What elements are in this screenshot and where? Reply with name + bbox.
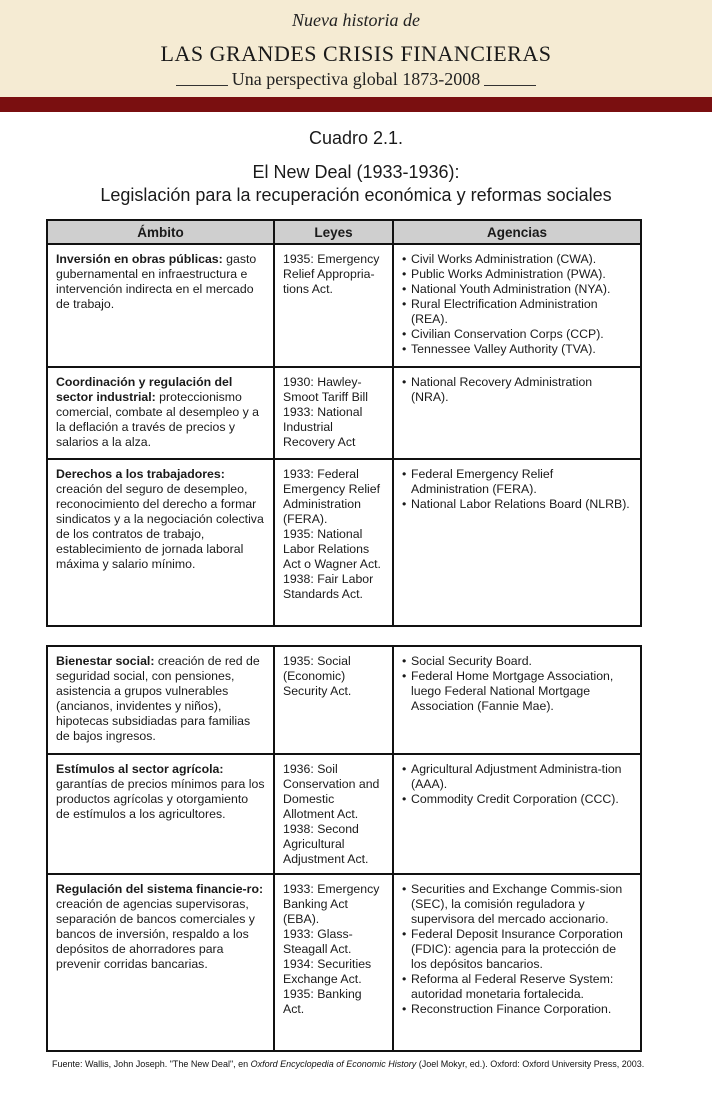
area-cell bbox=[47, 459, 274, 626]
agency-item: • Rural Electrification Administration (REA). bbox=[402, 297, 632, 327]
area-cell bbox=[47, 754, 274, 874]
area-heading: Coordinación y regulación del sector industrial: bbox=[56, 375, 233, 404]
agency-item: • Reforma al Federal Reserve System: autoridad monetaria fortalecida. bbox=[402, 972, 632, 1002]
agency-list bbox=[402, 762, 632, 807]
agencies-cell bbox=[393, 367, 641, 459]
agencies-cell bbox=[393, 874, 641, 1051]
area-cell bbox=[47, 874, 274, 1051]
source-footnote bbox=[52, 1058, 652, 1071]
agency-item: • Commodity Credit Corporation (CCC). bbox=[402, 792, 632, 807]
new-deal-table-top bbox=[46, 219, 642, 627]
area-description: garantías de precios mínimos para los productos agrícolas y otorgamiento de estímulos a los agricultores. bbox=[56, 777, 265, 821]
agency-list bbox=[402, 654, 632, 714]
series-title: Nueva historia de bbox=[292, 10, 420, 30]
source-suffix: (Joel Mokyr, ed.). Oxford: Oxford University Press, 2003. bbox=[416, 1059, 645, 1069]
area-heading: Regulación del sistema financie-ro: bbox=[56, 882, 264, 896]
table-row bbox=[47, 874, 641, 1051]
law-item: 1935: National Labor Relations Act o Wagner Act. bbox=[283, 527, 381, 571]
laws-cell bbox=[274, 754, 393, 874]
table-row bbox=[47, 459, 641, 626]
agency-item: • Social Security Board. bbox=[402, 654, 632, 669]
column-header-ambito: Ámbito bbox=[47, 220, 274, 244]
table-title-line1: El New Deal (1933-1936): bbox=[252, 162, 460, 182]
table-number: Cuadro 2.1. bbox=[308, 128, 404, 148]
agencies-cell bbox=[393, 754, 641, 874]
table-row bbox=[47, 244, 641, 367]
law-item: 1935: Social (Economic) Security Act. bbox=[283, 654, 352, 698]
agency-item: • Public Works Administration (PWA). bbox=[402, 267, 632, 282]
area-description: creación de agencias supervisoras, separación de bancos comerciales y bancos de inversión, respaldo a los depósitos de ahorradores para prevenir corridas bancarias. bbox=[56, 897, 255, 971]
agency-item: • National Youth Administration (NYA). bbox=[402, 282, 632, 297]
column-header-agencias: Agencias bbox=[393, 220, 641, 244]
agency-item: • Securities and Exchange Commis-sion (SEC), la comisión reguladora y supervisora del mercado accionario. bbox=[402, 882, 632, 927]
agency-item: • Federal Emergency Relief Administration (FERA). bbox=[402, 467, 632, 497]
source-work-title: Oxford Encyclopedia of Economic History bbox=[250, 1059, 417, 1069]
agencies-cell bbox=[393, 646, 641, 754]
area-heading: Derechos a los trabajadores: bbox=[56, 467, 225, 481]
agency-item: • Tennessee Valley Authority (TVA). bbox=[402, 342, 632, 357]
law-item: 1934: Securities Exchange Act. bbox=[283, 957, 372, 986]
source-prefix: Fuente: Wallis, John Joseph. "The New Deal", en bbox=[52, 1059, 251, 1069]
table-row bbox=[47, 646, 641, 754]
area-description: creación de red de seguridad social, con pensiones, asistencia a grupos vulnerables (ancianos, invidentes y niños), hipotecas subsidiadas para familias de bajos ingresos. bbox=[56, 654, 260, 743]
agency-item: • Reconstruction Finance Corporation. bbox=[402, 1002, 632, 1017]
book-header bbox=[0, 0, 712, 97]
law-item: 1933: National Industrial Recovery Act bbox=[283, 405, 363, 449]
laws-cell bbox=[274, 244, 393, 367]
area-heading: Inversión en obras públicas: bbox=[56, 252, 223, 266]
new-deal-table-bottom bbox=[46, 645, 642, 1052]
header-band bbox=[0, 97, 712, 112]
law-item: 1938: Fair Labor Standards Act. bbox=[283, 572, 374, 601]
table-title-line2: Legislación para la recuperación económica y reformas sociales bbox=[100, 185, 612, 205]
area-cell bbox=[47, 367, 274, 459]
law-item: 1930: Hawley-Smoot Tariff Bill bbox=[283, 375, 368, 404]
area-description: proteccionismo comercial, combate al desempleo y a la deflación a través de precios y salarios a la alza. bbox=[56, 390, 259, 449]
area-description: creación del seguro de desempleo, reconocimiento del derecho a formar sindicatos y a la negociación colectiva de los contratos de trabajo, establecimiento de jornada laboral máxima y salario mínimo. bbox=[56, 482, 264, 571]
table-header-row bbox=[47, 220, 641, 244]
law-item: 1936: Soil Conservation and Domestic Allotment Act. bbox=[283, 762, 380, 821]
agency-item: • Civilian Conservation Corps (CCP). bbox=[402, 327, 632, 342]
agencies-cell bbox=[393, 244, 641, 367]
law-item: 1938: Second Agricultural Adjustment Act. bbox=[283, 822, 369, 866]
book-subtitle: Una perspectiva global 1873-2008 bbox=[231, 69, 481, 89]
agency-list bbox=[402, 375, 632, 405]
table-row bbox=[47, 367, 641, 459]
agency-item: • Agricultural Adjustment Administra-tion (AAA). bbox=[402, 762, 632, 792]
law-item: 1933: Federal Emergency Relief Administration (FERA). bbox=[283, 467, 381, 526]
law-item: 1935: Emergency Relief Appropria-tions Act. bbox=[283, 252, 380, 296]
area-heading: Bienestar social: bbox=[56, 654, 155, 668]
book-subtitle-row bbox=[0, 69, 712, 90]
agency-item: • National Labor Relations Board (NLRB). bbox=[402, 497, 632, 512]
laws-cell bbox=[274, 459, 393, 626]
area-cell bbox=[47, 646, 274, 754]
laws-cell bbox=[274, 367, 393, 459]
agency-list bbox=[402, 252, 632, 357]
agency-item: • Federal Deposit Insurance Corporation (FDIC): agencia para la protección de los depósitos bancarios. bbox=[402, 927, 632, 972]
law-item: 1933: Glass-Steagall Act. bbox=[283, 927, 353, 956]
agency-item: • National Recovery Administration (NRA). bbox=[402, 375, 632, 405]
laws-cell bbox=[274, 646, 393, 754]
law-item: 1933: Emergency Banking Act (EBA). bbox=[283, 882, 380, 926]
table-row bbox=[47, 754, 641, 874]
agency-item: • Civil Works Administration (CWA). bbox=[402, 252, 632, 267]
law-item: 1935: Banking Act. bbox=[283, 987, 362, 1016]
book-title: LAS GRANDES CRISIS FINANCIERAS bbox=[160, 41, 552, 66]
agencies-cell bbox=[393, 459, 641, 626]
agency-list bbox=[402, 467, 632, 512]
laws-cell bbox=[274, 874, 393, 1051]
agency-item: • Federal Home Mortgage Association, luego Federal National Mortgage Association (Fannie Mae). bbox=[402, 669, 632, 714]
column-header-leyes: Leyes bbox=[274, 220, 393, 244]
area-heading: Estímulos al sector agrícola: bbox=[56, 762, 224, 776]
area-cell bbox=[47, 244, 274, 367]
agency-list bbox=[402, 882, 632, 1017]
subtitle-rule-left bbox=[176, 85, 228, 86]
area-description: gasto gubernamental en infraestructura e intervención indirecta en el mercado de trabajo. bbox=[56, 252, 257, 311]
subtitle-rule-right bbox=[484, 85, 536, 86]
